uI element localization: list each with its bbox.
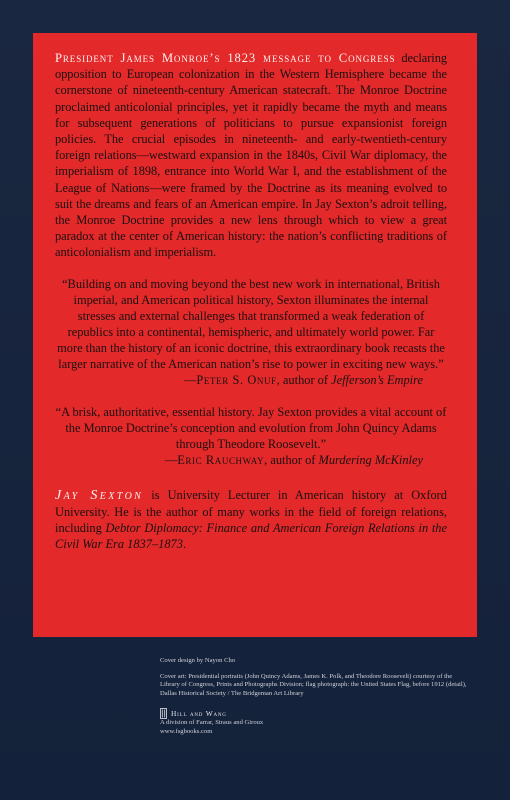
author-name: Jay Sexton: [55, 487, 144, 503]
cover-design-credit: Cover design by Nayon Cho: [160, 657, 236, 664]
author-book-title: Debtor Diplomacy: Finance and American Foreign Relations in the Civil War Era 1837–1873: [55, 521, 448, 552]
quote-text: “A brisk, authoritative, essential history. Jay Sexton provides a vital account of the Monroe Doctrine’s conception and evolution from John Quincy Adams through Theodore Roosevelt.”: [55, 404, 447, 451]
author-bio: Jay Sexton is University Lecturer in American history at Oxford University. He is the author of many works in the field of foreign relations, including Debtor Diplomacy: Finance and American Foreign Relations in the Civil War Era 1837–1873.: [55, 487, 448, 552]
description-lead: President James Monroe’s 1823 message to Congress: [55, 51, 396, 65]
quote-author: Peter S. Onuf: [196, 372, 277, 387]
blurb-panel: [33, 33, 477, 637]
cover-art-credit: Cover art: Presidential portraits (John Quincy Adams, James K. Polk, and Theodore Roosevelt) courtesy of the Library of Congress, Prints and Photographs Division; flag photograph: the United States Flag, before 1912 (detail), Dallas Historical Society / The Bridgeman Art Library: [160, 672, 467, 697]
cover-credits: [160, 657, 470, 737]
publisher-division: A division of Farrar, Straus and Giroux: [160, 719, 264, 727]
quote-author: Eric Rauchway: [177, 452, 265, 467]
quote-attribution: —Peter S. Onuf, author of Jefferson’s Empire: [184, 372, 423, 387]
quote-text: “Building on and moving beyond the best new work in international, British imperial, and American political history, Sexton illuminates the internal stresses and external challenges that transformed a weak federation of republics into a continental, hemispheric, and ultimately world power. Far more than the history of an iconic doctrine, this extraordinary book recasts the larger narrative of the American nation’s rise to power in exciting new ways.”: [57, 276, 445, 371]
publisher-line: [160, 708, 470, 719]
quote-work: Jefferson’s Empire: [331, 372, 423, 387]
hill-and-wang-logo-icon: [160, 708, 167, 719]
book-description: [55, 50, 447, 261]
quote-attribution: —Eric Rauchway, author of Murdering McKinley: [164, 452, 423, 467]
description-body: declaring opposition to European colonization in the Western Hemisphere became the cornerstone of nineteenth-century American statecraft. The Monroe Doctrine proclaimed anticolonial principles, yet it rapidly became the myth and means for subsequent generations of politicians to pursue expansionist foreign policies. The crucial episodes in nineteenth- and early-twentieth-century foreign relations—westward expansion in the 1840s, Civil War diplomacy, the imperialism of 1898, entrance into World War I, and the establishment of the League of Nations—were framed by the Doctrine as its meaning evolved to suit the dreams and fears of an American empire. In Jay Sexton’s adroit telling, the Monroe Doctrine provides a new lens through which to view a great paradox at the center of American history: the nation’s conflicting traditions of anticolonialism and imperialism.: [55, 51, 447, 260]
quote-work: Murdering McKinley: [318, 452, 423, 467]
publisher-url: www.fsgbooks.com: [160, 727, 213, 735]
blurb-quote-rauchway: [55, 404, 447, 468]
blurb-quote-onuf: [55, 276, 447, 388]
publisher-name: Hill and Wang: [171, 708, 227, 718]
